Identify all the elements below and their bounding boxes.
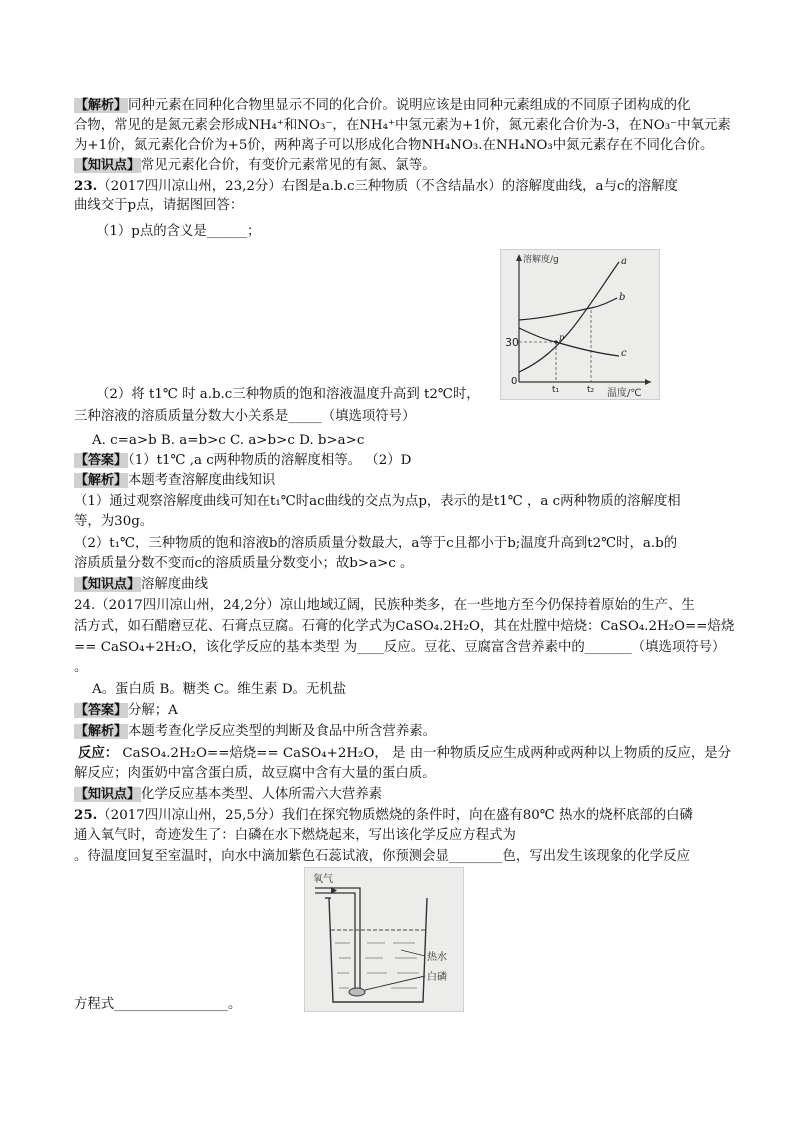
x-axis-label: 温度/℃: [607, 388, 642, 399]
water-hatching: [335, 943, 419, 988]
q23-stem-line2: 曲线交于p点，请据图回答：: [74, 198, 244, 213]
solubility-chart: [501, 250, 659, 399]
beaker-figure: [304, 867, 464, 1012]
q22-analysis-line3: 为+1价，氮元素化合价为+5价，两种离子可以形成化合物NH₄NO₃.在NH₄NO₃中氮元素存在不同化合价。: [74, 138, 714, 153]
q22-knowledge: 【知识点】常见元素化合价，有变价元素常见的有氮、氯等。: [75, 158, 436, 173]
q23-analysis-line3: （2）t₁℃，三种物质的饱和溶液b的溶质质量分数最大，a等于c且都小于b;温度升高到t2℃时，a.b的: [74, 536, 678, 551]
q22-analysis-line2: 合物，常见的是氮元素会形成NH₄⁺和NO₃⁻，在NH₄⁺中氢元素为+1价，氮元素化合价为-3，在NO₃⁻中氧元素: [74, 118, 731, 133]
p-label: p: [559, 333, 565, 342]
y-tick-30: 30: [505, 336, 519, 349]
question-number: 25.: [74, 807, 98, 823]
origin-label: 0: [511, 376, 518, 387]
analysis-tag: 【解析】: [75, 98, 128, 113]
q24-knowledge: 【知识点】化学反应基本类型、人体所需六大营养素: [75, 787, 383, 802]
t1-label: t₁: [552, 385, 560, 395]
q23-options: A. c=a>b B. a=b>c C. a>b>c D. b>a>c: [92, 433, 365, 448]
t2-label: t₂: [587, 385, 595, 395]
q24-stem-line1: 24.（2017四川凉山州，24,2分）凉山地域辽阔，民族种类多，在一些地方至今仍保持着原始的生产、生: [74, 598, 695, 613]
q23-analysis-line1: （1）通过观察溶解度曲线可知在t₁℃时ac曲线的交点为点p，表示的是t1℃ ，a c两种物质的溶解度相: [74, 494, 681, 509]
reaction-label: 反应：: [78, 745, 119, 761]
beaker: [329, 898, 427, 1002]
hot-water-label: 热水: [427, 952, 447, 963]
q23-knowledge: 【知识点】溶解度曲线: [75, 577, 208, 592]
q24-analysis: 【解析】本题考查化学反应类型的判断及食品中所含营养素。: [75, 724, 436, 739]
question-number: 23.: [74, 178, 98, 194]
curve-b-label: b: [619, 292, 626, 303]
q25-stem-line4: 方程式_________________。: [74, 997, 242, 1012]
q23-stem-line1: 23.（2017四川凉山州，23,2分）右图是a.b.c三种物质（不含结晶水）的溶解度曲线，a与c的溶解度: [74, 178, 678, 194]
intersection-point-p: [554, 340, 557, 343]
q23-analysis-line4: 溶质质量分数不变而c的溶质质量分数变小；故b>a>c 。: [74, 556, 414, 571]
q23-answer: 【答案】（1）t1℃ ,a c两种物质的溶解度相等。 （2）D: [75, 453, 412, 468]
solubility-curve-figure: [500, 249, 660, 400]
answer-tag: 【答案】: [75, 453, 128, 468]
curve-b: [519, 298, 617, 320]
q25-stem-line2: 通入氧气时，奇迹发生了：白磷在水下燃烧起来，写出该化学反应方程式为: [74, 828, 516, 843]
knowledge-tag: 【知识点】: [75, 787, 141, 802]
q22-analysis-line1: 【解析】同种元素在同种化合物里显示不同的化合价。说明应该是由同种元素组成的不同原子团构成的化: [75, 98, 691, 113]
curve-a-label: a: [621, 256, 627, 267]
curve-c-label: c: [621, 348, 627, 359]
oxygen-label: 氧气: [313, 874, 333, 885]
q24-reaction-line: 反应： CaSO₄.2H₂O==焙烧== CaSO₄+2H₂O， 是 由一种物质反应生成两种或两种以上物质的反应，是分: [78, 745, 732, 761]
q23-part2-cont: 三种溶液的溶质质量分数大小关系是_____（填选项符号）: [74, 409, 416, 424]
analysis-tag: 【解析】: [75, 473, 128, 488]
analysis-tag: 【解析】: [75, 724, 128, 739]
q24-stem-line2: 活方式，如石醋磨豆花、石膏点豆腐。石膏的化学式为CaSO₄.2H₂O，其在灶膛中焙烧：CaSO₄.2H₂O==焙烧: [74, 619, 735, 634]
q23-part1: （1）p点的含义是______；: [96, 224, 261, 239]
curve-a: [519, 262, 619, 372]
y-axis-arrow: [516, 254, 522, 261]
q25-stem-line3: 。待温度回复至室温时，向水中滴加紫色石蕊试液，你预测会显________色，写出发生该现象的化学反应: [74, 849, 690, 864]
q23-analysis-line2: 等，为30g。: [74, 514, 154, 529]
answer-tag: 【答案】: [75, 703, 128, 718]
water-leader: [401, 950, 425, 956]
q24-stem-line3: == CaSO₄+2H₂O，该化学反应的基本类型 为____反应。豆花、豆腐富含营养素中的_______（填选项符号）: [74, 640, 726, 655]
oxygen-tube-inner: [315, 893, 355, 988]
q24-stem-line4: 。: [74, 660, 88, 675]
beaker-diagram: [305, 868, 463, 1011]
y-axis-label: 溶解度/g: [523, 255, 559, 265]
q24-options: A。蛋白质 B。糖类 C。维生素 D。无机盐: [92, 682, 347, 697]
q24-reaction-line2: 解反应；肉蛋奶中富含蛋白质，故豆腐中含有大量的蛋白质。: [74, 766, 436, 781]
q25-stem-line1: 25.（2017四川凉山州，25,5分）我们在探究物质燃烧的条件时，向在盛有80℃ 热水的烧杯底部的白磷: [74, 807, 693, 823]
q23-part2: （2）将 t1℃ 时 a.b.c三种物质的饱和溶液温度升高到 t2℃时，: [96, 387, 480, 402]
knowledge-tag: 【知识点】: [75, 577, 141, 592]
x-axis-arrow: [645, 379, 651, 385]
q24-answer: 【答案】分解；A: [75, 703, 178, 718]
white-phosphorus: [349, 988, 365, 996]
q23-analysis: 【解析】本题考查溶解度曲线知识: [75, 473, 276, 488]
white-phosphorus-label: 白磷: [427, 972, 447, 983]
knowledge-tag: 【知识点】: [75, 158, 141, 173]
